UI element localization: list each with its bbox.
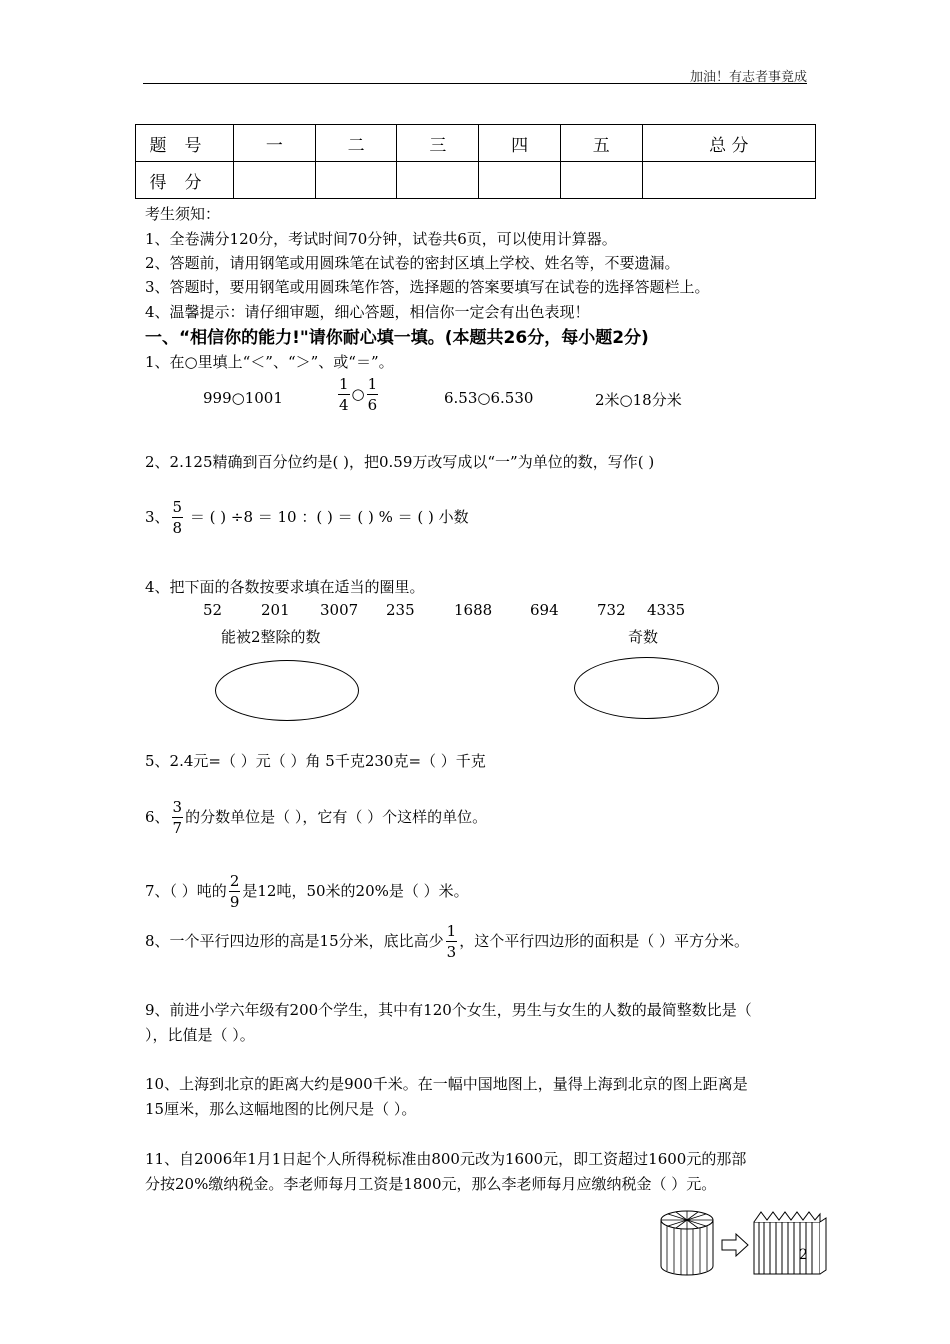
score-table xyxy=(135,124,816,199)
score-input-cell[interactable] xyxy=(234,162,316,199)
fraction-denominator: 4 xyxy=(339,396,349,414)
score-table-cell: 三 xyxy=(397,125,479,162)
q1-b xyxy=(336,377,380,413)
q4-label-left: 能被2整除的数 xyxy=(221,628,321,646)
notice-title: 考生须知： xyxy=(145,205,221,223)
even-numbers-oval[interactable] xyxy=(215,660,359,721)
q7-rest: 是12吨，50米的20%是（ ）米。 xyxy=(242,882,469,900)
q6-text xyxy=(145,800,487,836)
compare-circle[interactable]: ○ xyxy=(351,385,365,403)
fraction-denominator: 6 xyxy=(367,396,378,414)
q4-number: 201 xyxy=(261,601,290,619)
q6-prefix: 6、 xyxy=(145,808,170,826)
notice-item: 3、答题时，要用钢笔或用圆珠笔作答，选择题的答案要填写在试卷的选择答题栏上。 xyxy=(145,278,710,296)
q8-text xyxy=(145,924,749,960)
q10-line: 15厘米，那么这幅地图的比例尺是（ ）。 xyxy=(145,1100,417,1118)
q4-number: 694 xyxy=(530,601,559,619)
cuboid-icon xyxy=(754,1212,826,1274)
q8-prefix: 8、一个平行四边形的高是15分米，底比高少 xyxy=(145,932,444,950)
fraction-denominator: 7 xyxy=(172,819,183,837)
fraction-numerator: 1 xyxy=(446,922,457,940)
score-table-score-row xyxy=(136,162,816,199)
q9-line: 9、前进小学六年级有200个学生，其中有120个女生，男生与女生的人数的最简整数比是（ xyxy=(145,1001,752,1019)
fraction-denominator: 8 xyxy=(172,519,183,537)
fraction xyxy=(446,924,458,960)
q3-prefix: 3、 xyxy=(145,508,170,526)
fraction-denominator: 3 xyxy=(446,943,457,961)
q1-a: 999○1001 xyxy=(203,389,283,407)
q4-label-right: 奇数 xyxy=(628,628,659,646)
page-number: 2 xyxy=(799,1247,808,1263)
score-table-cell: 四 xyxy=(479,125,561,162)
fraction xyxy=(367,377,379,413)
section-1-title: 一、“相信你的能力!"请你耐心填一填。(本题共26分，每小题2分) xyxy=(145,328,649,348)
q4-number: 52 xyxy=(203,601,223,619)
score-table-cell: 总 分 xyxy=(642,125,815,162)
score-input-cell[interactable] xyxy=(479,162,561,199)
score-table-cell: 得分 xyxy=(136,162,234,199)
q10-line: 10、上海到北京的距离大约是900千米。在一幅中国地图上，量得上海到北京的图上距离是 xyxy=(145,1075,748,1093)
fraction-numerator: 3 xyxy=(172,798,183,816)
fraction xyxy=(338,377,350,413)
fraction-numerator: 1 xyxy=(367,375,378,393)
arrow-right-icon xyxy=(722,1234,748,1256)
q1-text: 1、在○里填上“＜”、“＞”、或“＝”。 xyxy=(145,353,394,371)
q4-number: 3007 xyxy=(320,601,359,619)
score-table-cell: 五 xyxy=(560,125,642,162)
cylinder-to-cuboid-illustration xyxy=(658,1206,830,1278)
q4-text: 4、把下面的各数按要求填在适当的圈里。 xyxy=(145,578,425,596)
fraction-numerator: 2 xyxy=(229,872,240,890)
q11-line: 分按20%缴纳税金。李老师每月工资是1800元，那么李老师每月应缴纳税金（ ）元。 xyxy=(145,1175,717,1193)
q4-number: 235 xyxy=(386,601,415,619)
q8-rest: ，这个平行四边形的面积是（ ）平方分米。 xyxy=(459,932,749,950)
q1-c: 6.53○6.530 xyxy=(444,389,534,407)
score-table-header-row xyxy=(136,125,816,162)
score-table-cell: 二 xyxy=(315,125,397,162)
cylinder-icon xyxy=(661,1211,713,1275)
fraction xyxy=(172,500,184,536)
q5-text: 5、2.4元=（ ）元（ ）角 5千克230克=（ ）千克 xyxy=(145,752,486,770)
notice-item: 1、全卷满分120分，考试时间70分钟，试卷共6页，可以使用计算器。 xyxy=(145,230,617,248)
fraction-numerator: 1 xyxy=(339,375,349,393)
odd-numbers-oval[interactable] xyxy=(574,657,719,719)
q11-line: 11、自2006年1月1日起个人所得税标准由800元改为1600元，即工资超过1600元的那部 xyxy=(145,1150,747,1168)
q3-text xyxy=(145,500,469,536)
notice-item: 4、温馨提示：请仔细审题，细心答题，相信你一定会有出色表现！ xyxy=(145,303,590,321)
header-rule xyxy=(143,83,807,84)
q6-rest: 的分数单位是（ ），它有（ ）个这样的单位。 xyxy=(185,808,488,826)
fraction-numerator: 5 xyxy=(172,498,183,516)
q2-text: 2、2.125精确到百分位约是( )，把0.59万改写成以“一”为单位的数，写作( ) xyxy=(145,453,655,471)
fraction xyxy=(229,874,241,910)
q4-number: 1688 xyxy=(454,601,493,619)
notice-item: 2、答题前，请用钢笔或用圆珠笔在试卷的密封区填上学校、姓名等，不要遗漏。 xyxy=(145,254,680,272)
score-input-cell[interactable] xyxy=(642,162,815,199)
score-input-cell[interactable] xyxy=(315,162,397,199)
q7-text xyxy=(145,874,469,910)
header-motto: 加油！有志者事竟成 xyxy=(689,70,807,85)
q4-number: 4335 xyxy=(647,601,686,619)
q9-line: ），比值是（ ）。 xyxy=(145,1026,255,1044)
score-input-cell[interactable] xyxy=(560,162,642,199)
fraction xyxy=(172,800,184,836)
score-input-cell[interactable] xyxy=(397,162,479,199)
fraction-denominator: 9 xyxy=(229,893,240,911)
score-table-cell: 题号 xyxy=(136,125,234,162)
q1-d: 2米○18分米 xyxy=(595,391,682,409)
score-table-cell: 一 xyxy=(234,125,316,162)
q3-rest: ＝ ( ) ÷8 ＝ 10 ：( ) ＝ ( ) % ＝ ( ) 小数 xyxy=(185,508,469,526)
q7-prefix: 7、（ ）吨的 xyxy=(145,882,227,900)
q4-number: 732 xyxy=(597,601,626,619)
